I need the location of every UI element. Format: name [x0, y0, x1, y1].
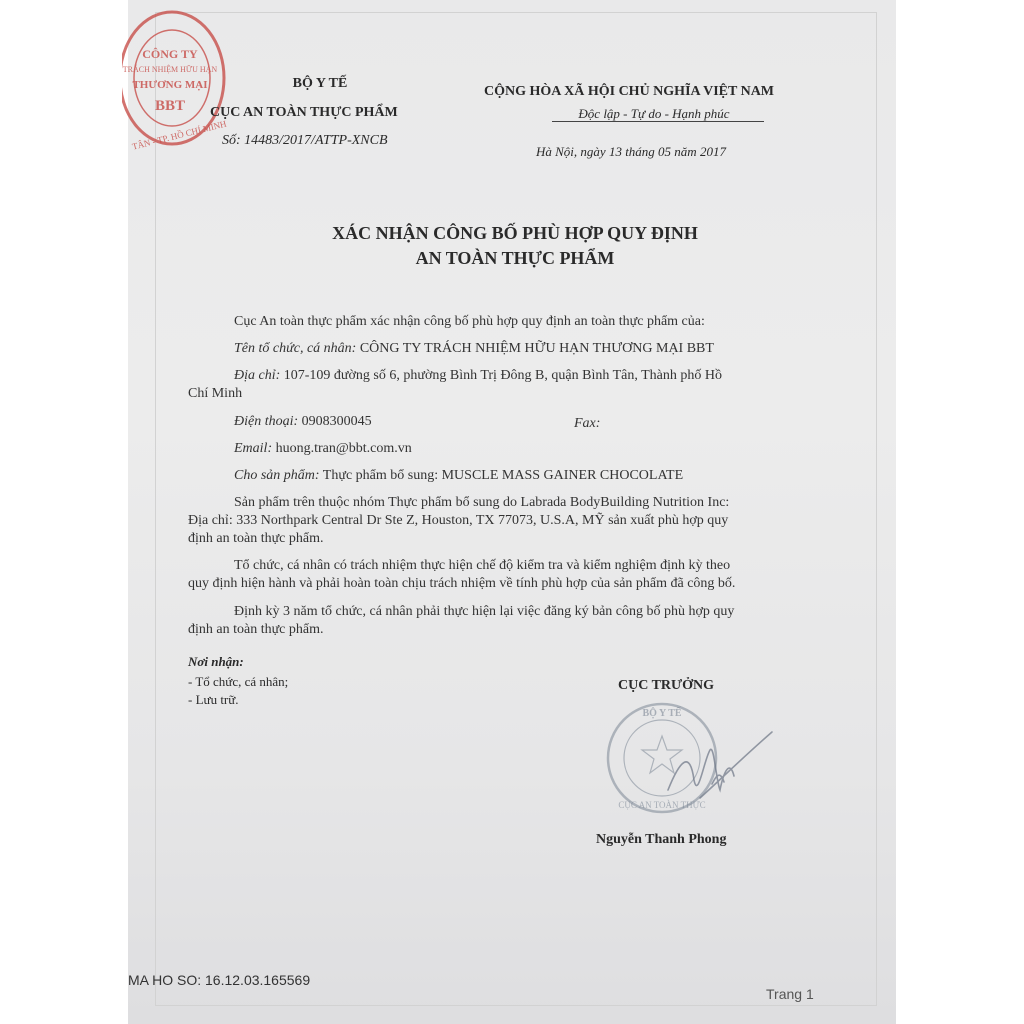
- seal-company-top: CÔNG TY: [142, 47, 198, 61]
- department-name: CỤC AN TOÀN THỰC PHẨM: [210, 105, 398, 120]
- recipient-item-1: - Tổ chức, cá nhân;: [188, 674, 289, 689]
- ministry-name: BỘ Y TẾ: [292, 76, 348, 91]
- email-line: [234, 441, 412, 457]
- phone-value: 0908300045: [298, 414, 372, 429]
- issue-date: Hà Nội, ngày 13 tháng 05 năm 2017: [536, 144, 726, 159]
- motto-underline: [552, 121, 764, 122]
- responsibility-line2: quy định hiện hành và phải hoàn toàn chịu trách nhiệm về tính phù hợp của sản phẩm đã công bố.: [188, 576, 736, 591]
- address-line: [234, 368, 722, 384]
- address-cont: Chí Minh: [188, 386, 243, 401]
- product-line: [234, 468, 683, 484]
- address-label: Địa chỉ:: [234, 368, 281, 383]
- page-number: Trang 1: [766, 986, 814, 1002]
- dossier-code: MA HO SO: 16.12.03.165569: [128, 972, 311, 988]
- national-motto: Độc lập - Tự do - Hạnh phúc: [578, 106, 730, 121]
- email-label: Email:: [234, 441, 273, 456]
- manufacturer-line2: Địa chỉ: 333 Northpark Central Dr Ste Z, Houston, TX 77073, U.S.A, MỸ sản xuất phù hợp quy: [188, 513, 729, 528]
- phone-line: [234, 414, 372, 430]
- seal-company-ring: TÂN - TP. HỒ CHÍ MINH: [131, 118, 228, 152]
- seal-company-name: BBT: [154, 98, 186, 114]
- doc-title-line2: AN TOÀN THỰC PHẨM: [415, 248, 615, 268]
- product-value: Thực phẩm bổ sung: MUSCLE MASS GAINER CHOCOLATE: [319, 468, 684, 483]
- fax-label: Fax:: [574, 416, 601, 431]
- renewal-line1: Định kỳ 3 năm tổ chức, cá nhân phải thực hiện lại việc đăng ký bản công bố phù hợp quy: [234, 604, 735, 619]
- signer-role: CỤC TRƯỞNG: [618, 678, 715, 693]
- org-value: CÔNG TY TRÁCH NHIỆM HỮU HẠN THƯƠNG MẠI BBT: [356, 341, 714, 356]
- intro-text: Cục An toàn thực phẩm xác nhận công bố phù hợp quy định an toàn thực phẩm của:: [234, 314, 705, 329]
- handwritten-signature: [660, 720, 780, 810]
- agency-seal-ring: CỤC AN TOÀN THỰC: [618, 800, 706, 810]
- phone-label: Điện thoại:: [234, 414, 299, 429]
- org-line: [234, 341, 714, 357]
- seal-company-mid: TRÁCH NHIỆM HỮU HẠN: [122, 65, 218, 74]
- document-number: Số: 14483/2017/ATTP-XNCB: [222, 133, 388, 148]
- responsibility-line1: Tổ chức, cá nhân có trách nhiệm thực hiện chế độ kiểm tra và kiểm nghiệm định kỳ theo: [234, 558, 731, 573]
- country-name: CỘNG HÒA XÃ HỘI CHỦ NGHĨA VIỆT NAM: [484, 84, 775, 99]
- seal-company-trade: THƯƠNG MẠI: [132, 79, 208, 91]
- doc-title-line1: XÁC NHẬN CÔNG BỐ PHÙ HỢP QUY ĐỊNH: [332, 223, 698, 243]
- manufacturer-line1: Sản phẩm trên thuộc nhóm Thực phẩm bổ sung do Labrada BodyBuilding Nutrition Inc:: [234, 495, 730, 510]
- signer-name: Nguyễn Thanh Phong: [596, 832, 727, 847]
- recipient-item-2: - Lưu trữ.: [188, 692, 239, 707]
- renewal-line2: định an toàn thực phẩm.: [188, 622, 324, 637]
- manufacturer-line3: định an toàn thực phẩm.: [188, 531, 324, 546]
- agency-seal-top: BỘ Y TẾ: [642, 708, 682, 719]
- address-value: 107-109 đường số 6, phường Bình Trị Đông B, quận Bình Tân, Thành phố Hồ: [280, 368, 722, 383]
- org-label: Tên tổ chức, cá nhân:: [234, 341, 357, 356]
- recipients-label: Nơi nhận:: [188, 654, 244, 669]
- product-label: Cho sản phẩm:: [234, 468, 320, 483]
- email-value: huong.tran@bbt.com.vn: [272, 441, 412, 456]
